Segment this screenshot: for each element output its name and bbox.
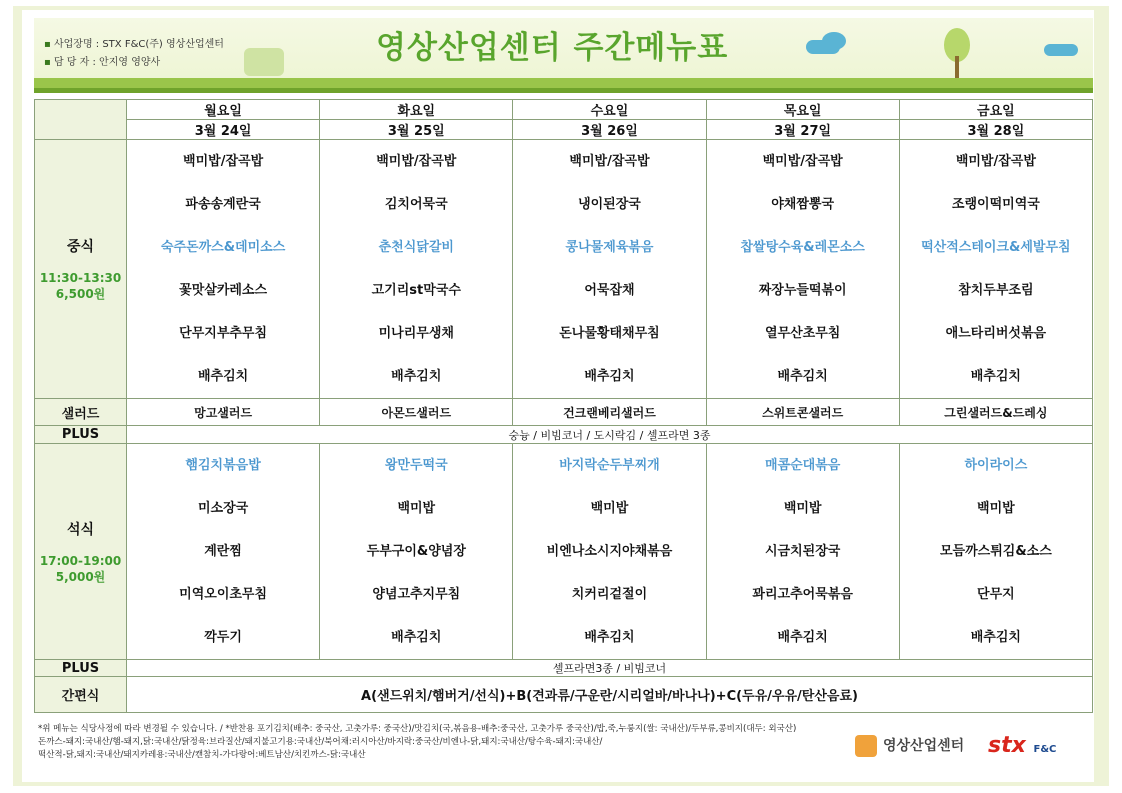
dinner-label: 석식 [66,521,95,538]
menu-table [34,99,1093,713]
menu-item: 미나리무생채 [378,326,454,341]
dinner-price: 5,000원 [55,569,106,584]
stx-logo-text: stx [988,733,1026,758]
center-logo-text: 영상산업센터 [883,738,965,754]
center-logo [855,735,964,757]
menu-item: 모듬까스튀김&소스 [939,544,1052,559]
dinner-wed [513,444,706,660]
menu-item: 백미밥/잡곡밥 [762,154,843,169]
menu-item: 백미밥/잡곡밥 [183,154,264,169]
menu-item: 냉이된장국 [578,197,641,212]
menu-item: 어묵잡채 [584,283,635,298]
info-manager: ▪ 담 당 자 : 안지영 영양사 [44,54,224,72]
plus-lunch-row [35,426,1093,444]
dinner-label-cell [35,444,127,660]
lunch-thu [706,140,899,399]
menu-item-main: 콩나물제육볶음 [565,240,654,255]
dinner-tue [320,444,513,660]
center-logo-icon [855,735,877,757]
menu-item: 배추김치 [584,369,635,384]
grass-strip-dark [34,88,1093,93]
lunch-price: 6,500원 [55,287,106,301]
menu-item: 두부구이&양념장 [366,544,466,559]
lunch-fri [899,140,1092,399]
dinner-time: 17:00-19:00 [39,553,122,568]
lunch-tue [320,140,513,399]
menu-item: 배추김치 [391,369,442,384]
menu-item: 미소장국 [197,501,249,516]
menu-item: 애느타리버섯볶음 [945,326,1047,341]
lunch-mon [127,140,320,399]
menu-item: 배추김치 [777,369,828,384]
dinner-row [35,444,1093,660]
menu-item: 단무지부추무침 [179,326,268,341]
stx-logo [988,733,1056,758]
menu-item: 꽈리고추어묵볶음 [752,587,853,602]
menu-item: 배추김치 [970,630,1021,645]
menu-item: 백미밥/잡곡밥 [569,154,650,169]
menu-item: 야채짬뽕국 [771,197,835,212]
plus-dinner-text: 셀프라면3종 / 비빔코너 [127,660,1093,677]
menu-item: 백미밥/잡곡밥 [376,154,457,169]
footer-notes [38,723,868,762]
lunch-label: 중식 [66,239,95,255]
date-thu: 3월 27일 [706,120,899,140]
lunch-row [35,140,1093,399]
plus-dinner-row [35,660,1093,677]
menu-item-main: 떡산적스테이크&세발무침 [921,240,1071,255]
snack-label: 간편식 [35,677,127,713]
plus-lunch-text: 숭늉 / 비빔코너 / 도시락김 / 셀프라면 3종 [127,426,1093,444]
menu-item: 백미밥 [590,501,629,516]
salad-tue: 아몬드샐러드 [320,399,513,426]
footer-line: 돈까스-돼지:국내산/햄-돼지,닭:국내산/닭정육:브라질산/돼지불고기용:국내산/북어채:러시아산/바지락:중국산/비엔나-닭,돼지:국내산/탕수육-돼지:국내산/ [38,737,603,747]
stx-logo-sub: F&C [1033,744,1057,755]
menu-item: 시금치된장국 [764,544,841,559]
menu-item-main: 춘천식닭갈비 [378,240,454,255]
field-icon [244,48,284,76]
menu-item: 단무지 [977,587,1015,602]
menu-item: 김치어묵국 [384,197,448,212]
menu-item: 고기리st막국수 [371,283,461,298]
menu-item-main: 숙주돈까스&데미소스 [160,240,286,255]
menu-item: 조랭이떡미역국 [951,197,1040,212]
day-tue: 화요일 [320,100,513,120]
menu-item: 배추김치 [970,369,1021,384]
snack-text: A(샌드위치/햄버거/선식)+B(견과류/구운란/시리얼바/바나나)+C(두유/우유/탄산음료) [127,677,1093,713]
lunch-label-cell [35,140,127,399]
salad-wed: 건크랜베리샐러드 [513,399,706,426]
lunch-wed [513,140,706,399]
plus-lunch-label: PLUS [35,426,127,444]
menu-item: 참치두부조림 [958,283,1034,298]
menu-item: 치커리겉절이 [571,587,648,602]
menu-item: 백미밥 [977,501,1015,516]
menu-item-main: 찹쌀탕수육&레몬소스 [740,240,865,255]
menu-item: 양념고추지무침 [372,587,461,602]
day-row [35,100,1093,120]
header-info [44,36,224,72]
menu-item: 배추김치 [584,630,635,645]
cloud-icon [822,32,846,50]
corner-cell [35,100,127,140]
day-fri: 금요일 [899,100,1092,120]
date-tue: 3월 25일 [320,120,513,140]
dinner-thu [706,444,899,660]
date-mon: 3월 24일 [127,120,320,140]
date-wed: 3월 26일 [513,120,706,140]
footer-line: *위 메뉴는 식당사정에 따라 변경될 수 있습니다. / *반찬용 포기김치(배추: 중국산, 고춧가루: 중국산)/맛김치(국,볶음용-배추:중국산, 고춧가루 중국산)/밥,죽,누룽지(쌀: 국내산)/두부류,콩비지(대두: 외국산) [38,724,797,734]
footer-line: 떡산적-닭,돼지:국내산/돼지카레용:국내산/캔참치-가다랑어:베트남산/치킨까스-닭:국내산 [38,750,366,760]
menu-item: 백미밥 [397,501,436,516]
salad-fri: 그린샐러드&드레싱 [899,399,1092,426]
dinner-mon [127,444,320,660]
day-wed: 수요일 [513,100,706,120]
menu-item: 깍두기 [204,630,242,645]
menu-item: 계란찜 [204,544,242,559]
menu-item: 백미밥 [783,501,822,516]
date-row [35,120,1093,140]
menu-item: 열무산초무침 [764,326,841,341]
snack-row [35,677,1093,713]
menu-item: 꽃맛살카레소스 [179,283,268,298]
page-title: 영상산업센터 주간메뉴표 [376,30,729,66]
menu-item: 백미밥/잡곡밥 [955,154,1036,169]
day-mon: 월요일 [127,100,320,120]
menu-item: 배추김치 [777,630,828,645]
menu-item: 배추김치 [391,630,442,645]
menu-item-main: 하이라이스 [964,458,1028,473]
menu-item: 배추김치 [197,369,249,384]
salad-mon: 망고샐러드 [127,399,320,426]
menu-item-main: 왕만두떡국 [384,458,448,473]
info-company: ▪ 사업장명 : STX F&C(주) 영상산업센터 [44,36,224,54]
menu-item-main: 바지락순두부찌개 [559,458,660,473]
menu-item: 짜장누들떡볶이 [758,283,847,298]
lunch-time: 11:30-13:30 [39,271,122,285]
menu-item-main: 매콤순대볶음 [764,458,841,473]
dinner-fri [899,444,1092,660]
salad-row [35,399,1093,426]
menu-item-main: 햄김치볶음밥 [185,458,261,473]
menu-item: 미역오이초무침 [179,587,268,602]
menu-item: 돈나물황태채무침 [559,326,660,341]
plus-dinner-label: PLUS [35,660,127,677]
salad-label: 샐러드 [35,399,127,426]
menu-item: 비엔나소시지야채볶음 [546,544,673,559]
date-fri: 3월 28일 [899,120,1092,140]
day-thu: 목요일 [706,100,899,120]
salad-thu: 스위트콘샐러드 [706,399,899,426]
menu-item: 파송송계란국 [185,197,261,212]
cloud-icon [1044,44,1078,56]
